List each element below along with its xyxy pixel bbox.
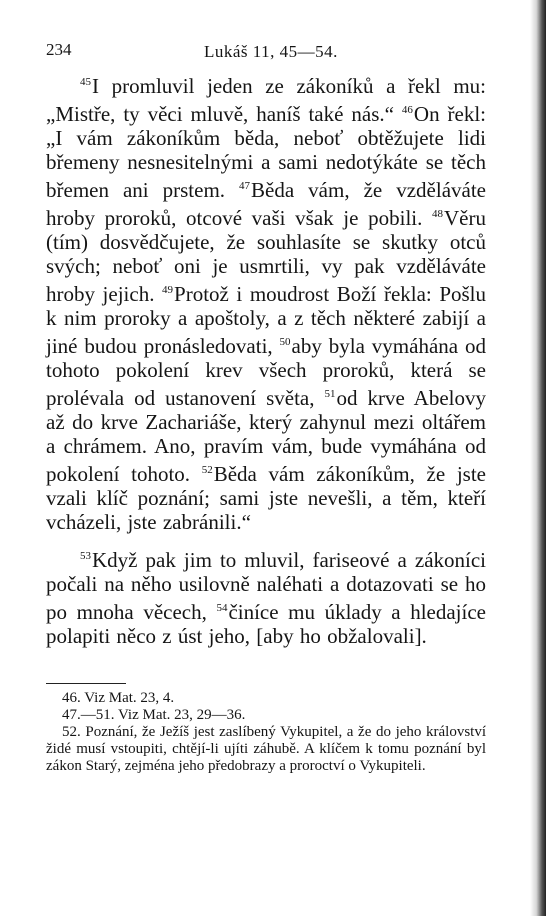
verse-text: Věru (tím) dosvědčujete, že souhlasíte se skutky otců svých; neboť oni je usmrtili, vy pak vzděláváte hroby jejich. [46,206,486,306]
footnotes [46,690,486,775]
verse-text: aby byla vymáhána od tohoto pokolení krev všech proroků, která se prolévala od ustanovení světa, [46,334,486,410]
page-number: 234 [46,40,72,59]
verse-number: 50 [279,336,291,348]
verse-text: On řekl: „I vám zákoníkům běda, neboť obtěžujete lidi břemeny nesnesitelnými a sami nedotýkáte se těch břemen ani prstem. [46,102,486,202]
verse-number: 54 [216,602,228,614]
verse-number: 47 [239,180,251,192]
verse-number: 53 [80,550,91,562]
paragraph [46,70,486,534]
footnote-rule [46,683,126,684]
verse-number: 45 [80,76,91,88]
verse-text: Když pak jim to mluvil, fariseové a zákoníci počali na něho usilovně naléhati a dotazovati se ho po mnoha věcech, [46,548,486,624]
verse-number: 51 [324,388,336,400]
verse-text: Protož i moudrost Boží řekla: Pošlu k nim proroky a apoštoly, a z těch některé zabijí a jiné budou pronásledovati, [46,282,487,358]
page-header [46,40,486,66]
paragraph [46,544,486,648]
main-text [46,70,486,648]
verse-number: 52 [201,464,213,476]
verse-number: 48 [432,208,444,220]
footnote: 52. Poznání, že Ježíš jest zaslíbený Vykupitel, a že do jeho království židé musí vstoupiti, chtějí-li ujíti záhubě. A klíčem k tomu poznání byl zákon Starý, zejména jeho předobrazy a proroctví o Vykupiteli. [46,724,486,774]
verse-text: Běda vám zákoníkům, že jste vzali klíč poznání; sami jste nevešli, a těm, kteří vcházeli, jste zabránili.“ [46,462,486,534]
verse-text: Běda vám, že vzděláváte hroby proroků, otcové vaši však je pobili. [46,178,486,230]
verse-number: 46 [401,104,413,116]
book-spine-shadow [530,0,546,916]
footnote: 47.—51. Viz Mat. 23, 29—36. [62,707,246,723]
verse-number: 49 [162,284,174,296]
verse-text: I promluvil jeden ze zákoníků a řekl mu: „Mistře, ty věci mluvě, haníš také nás.“ [46,74,486,126]
footnote: 46. Viz Mat. 23, 4. [62,690,175,706]
verse-text: od krve Abelovy až do krve Zachariáše, který zahynul mezi oltářem a chrámem. Ano, pravím vám, bude vymáhána od pokolení tohoto. [46,386,486,486]
running-head: Lukáš 11, 45—54. [204,42,338,61]
verse-text: činíce mu úklady a hledajíce polapiti něco z úst jeho, [aby ho obžalovali]. [46,600,486,648]
